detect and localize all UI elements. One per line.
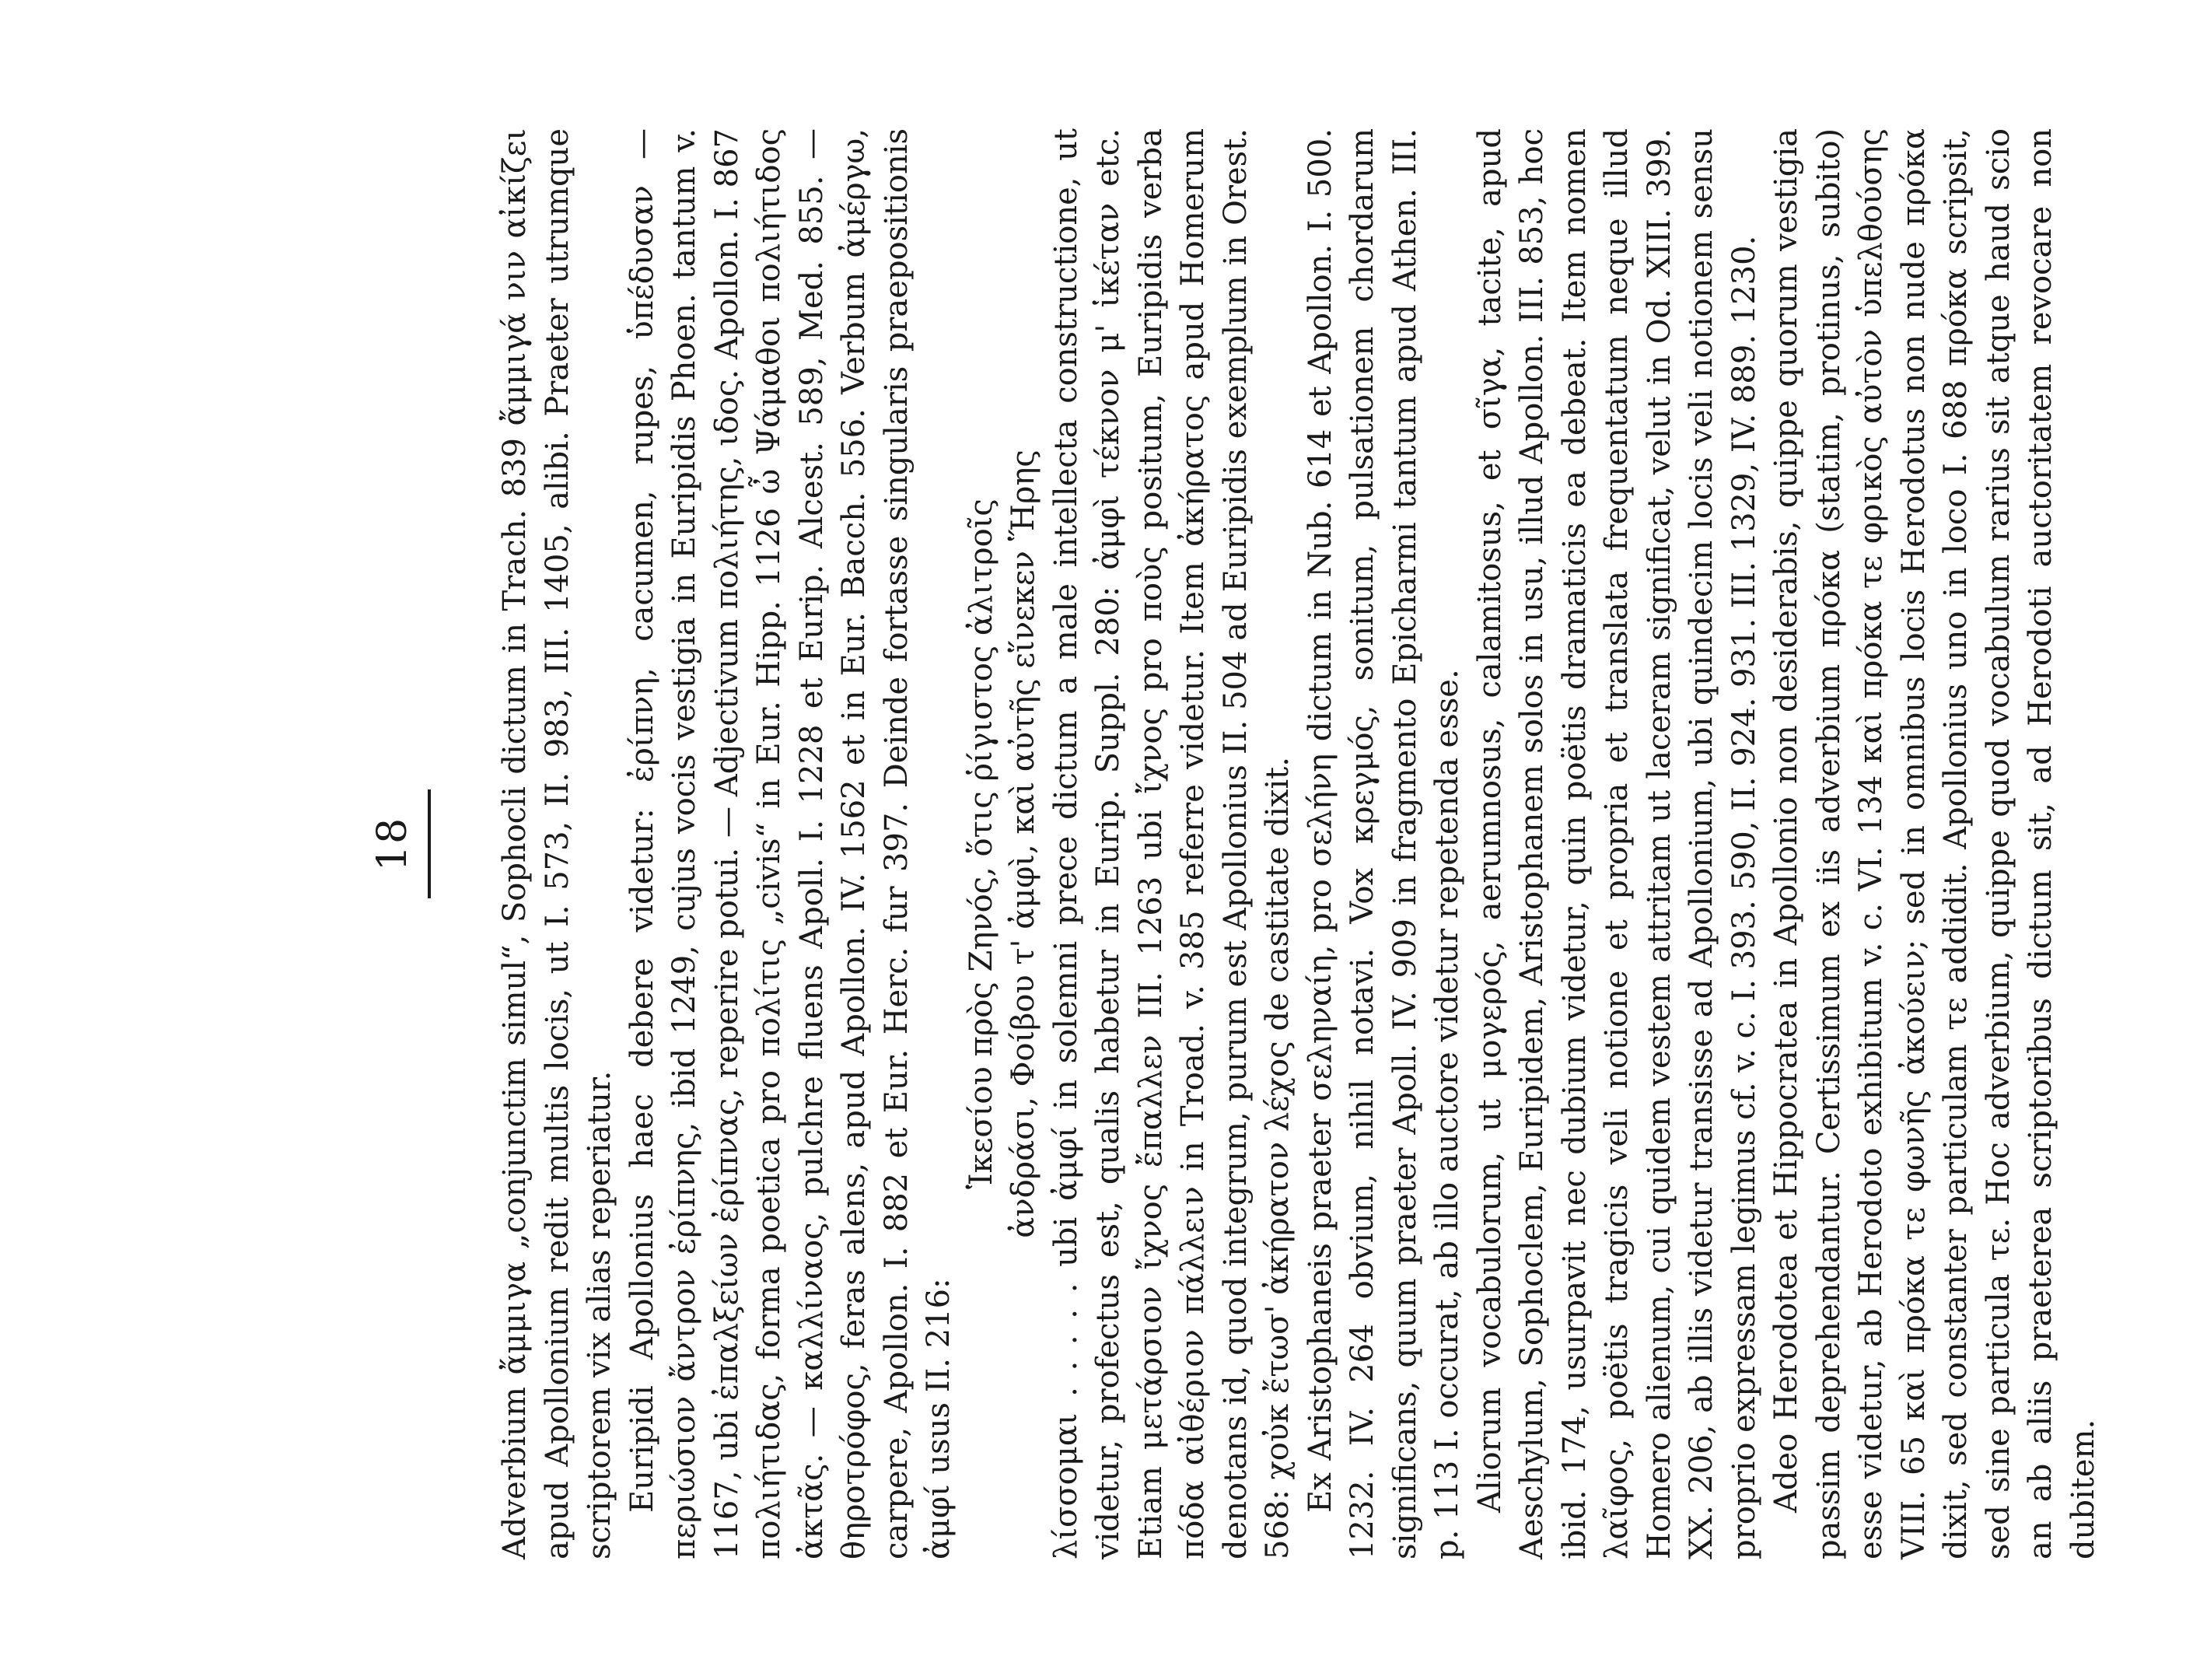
page-header	[276, 128, 509, 1559]
paragraph-herodotea: Adeo Herodotea et Hippocratea in Apollonio non desiderabis, quippe quorum vestigia passim deprehendantur. Certissimum ex iis adverbium πρόκα (statim, protinus, subito) esse videtur, ab Herodoto exhibitum v. c. VI. 134 καὶ πρόκα τε φρικὸς αὐτὸν ὑπελθούσης VIII. 65 καὶ πρόκα τε φωνῆς ἀκούειν; sed in omnibus locis Herodotus non nude πρόκα dixit, sed constanter particulam τε addidit. Apollonius uno in loco I. 688 πρόκα scripsit, sed sine particula τε. Hoc adverbium, quippe quod vocabulum rarius sit atque haud scio an ab aliis praeterea scriptoribus dictum sit, ad Herodoti auctoritatem revocare non dubitem.	[1768, 128, 2101, 1559]
paragraph-aliorum: Aliorum vocabulorum, ut μογερός, aerumnosus, calamitosus, et σῖγα, tacite, apud Aeschylum, Sophoclem, Euripidem, Aristophanem solos in usu, illud Apollon. III. 853, hoc ibid. 174, usurpavit nec dubium videtur, quin poëtis dramaticis ea debeat. Item nomen λαῖφος, poëtis tragicis veli notione et propria et translata frequentatum neque illud Homero alienum, cui quidem vestem attritam ut laceram significat, velut in Od. XIII. 399. XX. 206, ab illis videtur transisse ad Apollonium, ubi quindecim locis veli notionem sensu proprio expressam legimus cf. v. c. I. 393. 590, II. 924. 931. III. 1329, IV. 889. 1230.	[1471, 128, 1762, 1559]
body-text	[494, 128, 2104, 1559]
page-number: 18	[369, 816, 416, 872]
rotated-text-block	[276, 128, 2101, 1559]
paragraph-adverbium: Adverbium ἄμμιγα „conjunctim simul“, Sophocli dictum in Trach. 839 ἄμμιγά νιν αἰκίζει apud Apollonium redit multis locis, ut I. 573, II. 983, III. 1405, alibi. Praeter utrumque scriptorem vix alias reperiatur.	[497, 128, 617, 1559]
header-rule	[428, 789, 431, 898]
paragraph-aristophaneis: Ex Aristophaneis praeter σεληναίη, pro σελήνη dictum in Nub. 614 et Apollon. I. 500. 1232. IV. 264 obvium, nihil notavi. Vox κρεγμός, sonitum, pulsationem chordarum significans, quum praeter Apoll. IV. 909 in fragmento Epicharmi tantum apud Athen. III. p. 113 I. occurat, ab illo auctore videtur repetenda esse.	[1302, 128, 1465, 1559]
paragraph-lissomai: λίσσομαι . . . . . ubi ἀμφί in solemni prece dictum a male intellecta constructione, ut videtur, profectus est, qualis habetur in Eurip. Suppl. 280: ἀμφὶ τέκνον μ' ἱκέταν etc. Etiam μετάρσιον ἴχνος ἔπαλλεν III. 1263 ubi ἴχνος pro ποὺς positum, Euripidis verba πόδα αἰθέριον πάλλειν in Troad. v. 385 referre videtur. Item ἀκήρατος apud Homerum denotans id, quod integrum, purum est Apollonius II. 504 ad Euripidis exemplum in Orest. 568: χοὐκ ἔτωσ' ἀκήρατον λέχος de castitate dixit.	[1048, 128, 1296, 1559]
verse-line-2: ἀνδράσι, Φοίβου τ' ἀμφὶ, καὶ αὐτῆς εἵνεκεν Ἥρης	[1006, 450, 1041, 1238]
verse-line-1: Ἱκεσίου πρὸς Ζηνός, ὅτις ῥίγιστος ἀλιτροῖς	[963, 499, 999, 1189]
paragraph-euripidi: Euripidi Apollonius haec debere videtur: ἐρίπνη, cacumen, rupes, ὑπέδυσαν — περιώσιον ἄντρον ἐρίπνης, ibid 1249, cujus vocis vestigia in Euripidis Phoen. tantum v. 1167, ubi ἐπαλξείων ἐρίπνας, reperire potui. — Adjectivum πολιήτης, ιδος. Apollon. I. 867 πολιήτιδας, forma poetica pro πολίτις „civis“ in Eur. Hipp. 1126 ὦ Ψάμαθοι πολιήτιδος ἀκτᾶς. — καλλίναος, pulchre fluens Apoll. I. 1228 et Eurip. Alcest. 589, Med. 855. — θηροτρόφος, feras alens, apud Apollon. IV. 1562 et in Eur. Bacch. 556. Verbum ἀμέργω, carpere, Apollon. I. 882 et Eur. Herc. fur 397. Deinde fortasse singularis praepositionis ἀμφί usus II. 216:	[624, 128, 957, 1559]
